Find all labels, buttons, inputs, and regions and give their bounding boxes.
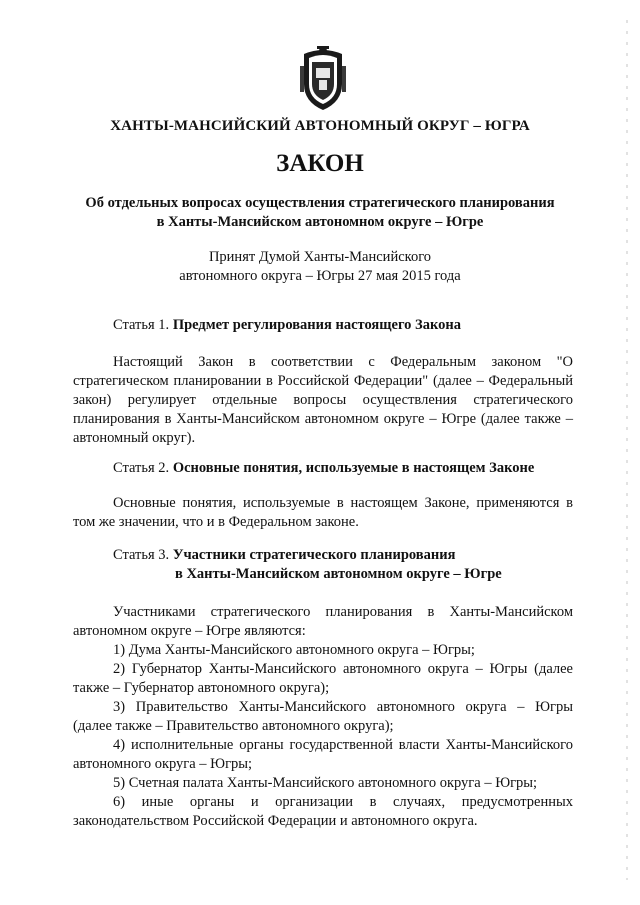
article-2-title: Основные понятия, используемые в настоящем Законе: [172, 460, 535, 476]
adoption-line-1: Принят Думой Ханты-Мансийского: [208, 249, 432, 265]
article-1-heading: [113, 316, 461, 335]
list-item: 6) иные органы и организации в случаях, предусмотренных законодательством Российской Федерации и автономного округа.: [73, 794, 573, 829]
document-title: [60, 194, 580, 232]
document-title-line-1: Об отдельных вопросах осуществления стратегического планирования: [85, 195, 555, 211]
scan-edge-noise: [626, 20, 628, 880]
article-3-prefix: Статья 3.: [113, 547, 170, 563]
list-item: 3) Правительство Ханты-Мансийского автономного округа – Югры (далее также – Правительство автономного округа);: [73, 699, 573, 734]
list-item: 4) исполнительные органы государственной власти Ханты-Мансийского автономного округа – Югры;: [73, 737, 573, 772]
article-2-prefix: Статья 2.: [113, 460, 170, 476]
article-1-title: Предмет регулирования настоящего Закона: [172, 317, 461, 333]
adoption-note: [100, 248, 540, 286]
list-item: 5) Счетная палата Ханты-Мансийского автономного округа – Югры;: [113, 775, 538, 791]
article-3-heading: [113, 546, 502, 584]
article-3-intro: Участниками стратегического планирования в Ханты-Мансийском автономном округе – Югре являются:: [73, 604, 573, 639]
article-3-title-line-2: в Ханты-Мансийском автономном округе – Югре: [175, 566, 502, 582]
participants-list: [73, 641, 573, 831]
article-2-text: Основные понятия, используемые в настоящем Законе, применяются в том же значении, что и в Федеральном законе.: [73, 495, 573, 530]
document-type: ЗАКОН: [276, 150, 364, 177]
article-1-prefix: Статья 1.: [113, 317, 170, 333]
article-1-text: Настоящий Закон в соответствии с Федеральным законом "О стратегическом планировании в Российской Федерации" (далее – Федеральный закон) регулирует отдельные вопросы осуществления стратегического планирования в Ханты-Мансийском автономном округе – Югре (далее также – автономный округ).: [73, 354, 573, 446]
adoption-line-2: автономного округа – Югры 27 мая 2015 года: [179, 268, 461, 284]
list-item: 2) Губернатор Ханты-Мансийского автономного округа – Югры (далее также – Губернатор автономного округа);: [73, 661, 573, 696]
region-title: ХАНТЫ-МАНСИЙСКИЙ АВТОНОМНЫЙ ОКРУГ – ЮГРА: [110, 118, 530, 134]
document-title-line-2: в Ханты-Мансийском автономном округе – Югре: [156, 214, 484, 230]
coat-of-arms-icon: [298, 44, 348, 112]
list-item: 1) Дума Ханты-Мансийского автономного округа – Югры;: [113, 642, 475, 658]
article-2-heading: [113, 459, 534, 478]
article-3-title-line-1: Участники стратегического планирования: [172, 547, 456, 563]
